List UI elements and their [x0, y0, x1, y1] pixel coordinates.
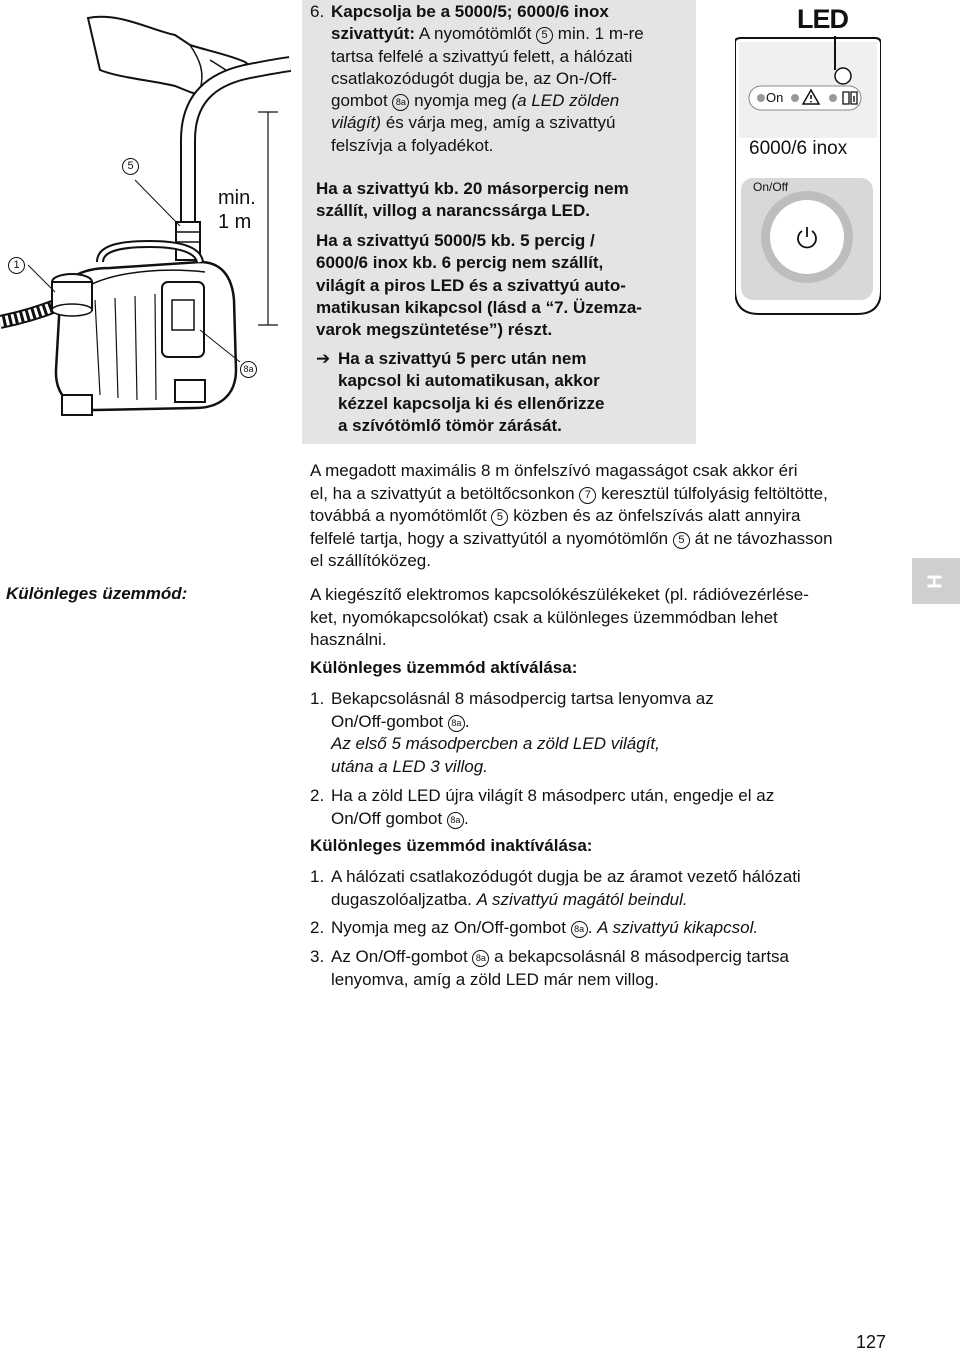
special-mode-paragraph: A kiegészítő elektromos kapcsolókészülékeket (pl. rádióvezérlése- ket, nyomókapcsolókat) csak a különleges üzemmódban lehet használni. [310, 585, 809, 649]
arrow-right-icon: ➔ [316, 349, 331, 368]
step-6: 6. Kapcsolja be a 5000/5; 6000/6 inox szivattyút: A nyomótömlőt 5 min. 1 m-re tartsa felfelé a szivattyú felett, a hálózati csatlakozódugót dugja be, az On-/Off- gombot 8a nyomja meg (a LED zölden világít) és várja meg, amíg a szivattyú felszívja a folyadékot. [310, 2, 644, 155]
activate-step-2: 2. Ha a zöld LED újra világít 8 másodperc után, engedje el az On/Off gombot 8a . [310, 786, 775, 828]
warning-triangle-icon [801, 88, 821, 106]
max-height-paragraph: A megadott maximális 8 m önfelszívó magasságot csak akkor éri el, ha a szivattyút a betöltőcsonkon 7 keresztül túlfolyásig feltöltötte, továbbá a nyomótömlőt 5 közben és az önfelszívás alatt annyira felfelé tartja, hogy a szivattyútól a nyomótömlőn 5 át ne távozhasson el szállítóközeg. [310, 461, 833, 570]
deactivate-step-3: 3. Az On/Off-gombot 8a a bekapcsolásnál 8 másodpercig tartsa lenyomva, amíg a zöld LED már nem villog. [310, 947, 790, 989]
warning-orange-led: Ha a szivattyú kb. 20 másorpercig nem szállít, villog a narancssárga LED. [316, 179, 629, 221]
ref-7: 7 [579, 487, 596, 504]
deactivate-step-2: 2. Nyomja meg az On/Off-gombot 8a . A szivattyú kikapcsol. [310, 918, 759, 937]
control-panel [735, 0, 881, 316]
led-on-label: On [766, 90, 784, 105]
manual-book-icon [841, 89, 859, 106]
ref-5: 5 [491, 509, 508, 526]
deactivate-title: Különleges üzemmód inaktíválása: [310, 836, 593, 855]
activate-step-1: 1. Bekapcsolásnál 8 másodpercig tartsa lenyomva az On/Off-gombot 8a . Az első 5 másodpercben a zöld LED világít, utána a LED 3 villog. [310, 689, 714, 776]
callout-1: 1 [8, 256, 25, 274]
ref-8a: 8a [392, 94, 409, 111]
deactivate-step-1: 1. A hálózati csatlakozódugót dugja be az áramot vezető hálózati dugaszolóaljzatba. A szivattyú magától beindul. [310, 867, 801, 909]
ref-5: 5 [536, 27, 553, 44]
warning-red-led: Ha a szivattyú 5000/5 kb. 5 percig / 6000/6 inox kb. 6 percig nem szállít, világít a piros LED és a szivattyú auto- matikusan kikapcsol (lásd a “7. Üzemza- varok megszüntetése”) részt. [316, 231, 642, 340]
led-title: LED [797, 4, 848, 34]
ref-5: 5 [673, 532, 690, 549]
button-label: On/Off [753, 180, 789, 194]
callout-8a: 8a [240, 360, 257, 378]
height-label: min. 1 m [218, 187, 256, 233]
step-6-title: Kapcsolja be a 5000/5; 6000/6 inox szivattyút: [331, 2, 609, 44]
warning-manual-off: ➔ Ha a szivattyú 5 perc után nem kapcsol ki automatikusan, akkor kézzel kapcsolja ki és ellenőrizze a szívótömlő tömör zárását. [316, 349, 605, 435]
special-mode-side-label: Különleges üzemmód: [6, 584, 188, 603]
activate-title: Különleges üzemmód aktíválása: [310, 658, 578, 677]
callout-5: 5 [122, 157, 139, 175]
power-button-icon[interactable] [794, 224, 820, 250]
language-tab: H [912, 558, 960, 604]
page-number: 127 [856, 1332, 887, 1352]
model-label: 6000/6 inox [749, 138, 848, 159]
